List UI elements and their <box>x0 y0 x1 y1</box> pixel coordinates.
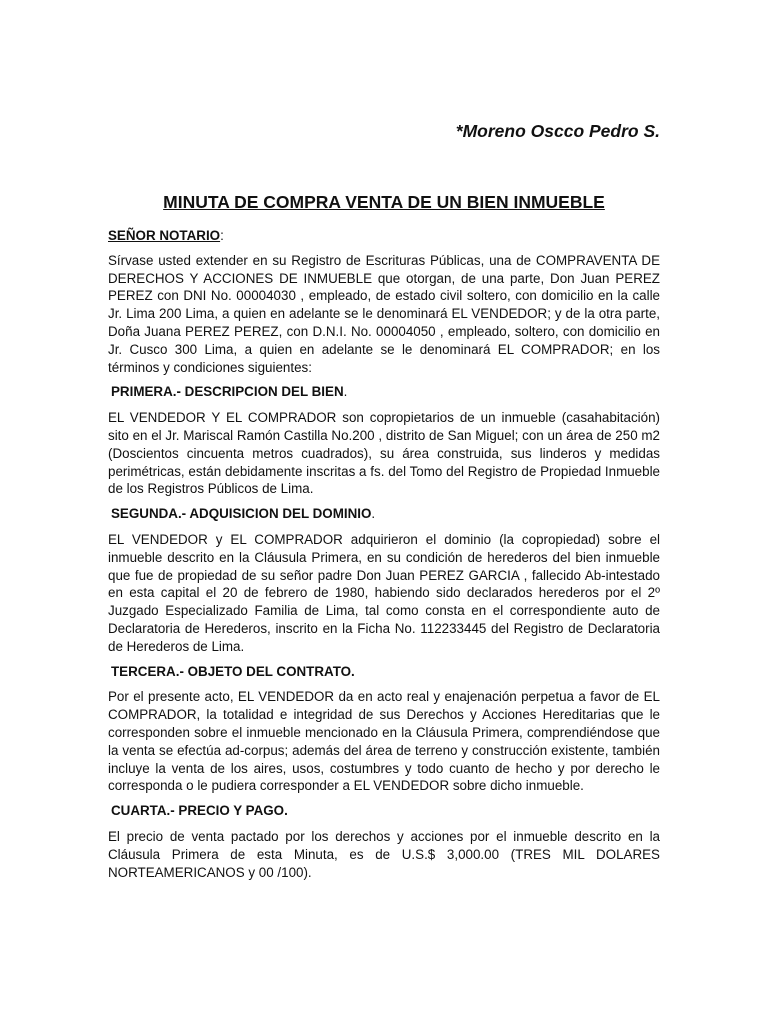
salutation-label: SEÑOR NOTARIO <box>108 228 221 243</box>
clause-heading-suffix: . <box>371 506 376 522</box>
clause-heading-primera <box>108 383 660 401</box>
intro-paragraph: Sírvase usted extender en su Registro de Escrituras Públicas, una de COMPRAVENTA DE DERECHOS Y ACCIONES DE INMUEBLE que otorgan, de una parte, Don Juan PEREZ PEREZ con DNI No. 00004030 , empleado, de estado civil soltero, con domicilio en la calle Jr. Lima 200 Lima, a quien en adelante se le denominará EL VENDEDOR; y de la otra parte, Doña Juana PEREZ PEREZ, con D.N.I. No. 00004050 , empleado, soltero, con domicilio en Jr. Cusco 300 Lima, a quien en adelante se le denominará EL COMPRADOR; en los términos y condiciones siguientes: <box>108 252 660 375</box>
clause-heading-cuarta <box>108 802 660 820</box>
salutation <box>108 227 660 245</box>
salutation-suffix: : <box>220 228 224 243</box>
document-body <box>108 227 660 888</box>
clause-heading-segunda <box>108 505 660 523</box>
clause-heading-text: PRIMERA.- DESCRIPCION DEL BIEN <box>111 384 344 400</box>
clause-body-cuarta: El precio de venta pactado por los derechos y acciones por el inmueble descrito en la Cláusula Primera de esta Minuta, es de U.S.$ 3,000.00 (TRES MIL DOLARES NORTEAMERICANOS y 00 /100). <box>108 828 660 880</box>
clause-heading-text: SEGUNDA.- ADQUISICION DEL DOMINIO <box>111 506 372 522</box>
clause-heading-text: TERCERA.- OBJETO DEL CONTRATO. <box>111 663 355 679</box>
clause-body-segunda: EL VENDEDOR y EL COMPRADOR adquirieron el dominio (la copropiedad) sobre el inmueble descrito en la Cláusula Primera, en su condición de herederos del bien inmueble que fue de propiedad de su señor padre Don Juan PEREZ GARCIA , fallecido Ab-intestado en esta capital el 20 de febrero de 1980, habiendo sido declarados herederos por el 2º Juzgado Especializado Familia de Lima, tal como consta en el correspondiente auto de Declaratoria de Herederos, inscrito en la Ficha No. 112233445 del Registro de Declaratoria de Herederos de Lima. <box>108 531 660 654</box>
clause-body-primera: EL VENDEDOR Y EL COMPRADOR son copropietarios de un inmueble (casahabitación) sito en el Jr. Mariscal Ramón Castilla No.200 , distrito de San Miguel; con un área de 250 m2 (Doscientos cincuenta metros cuadrados), su área construida, sus linderos y medidas perimétricas, están debidamente inscritas a fs. del Tomo del Registro de Propiedad Inmueble de los Registros Públicos de Lima. <box>108 410 660 497</box>
document-title: MINUTA DE COMPRA VENTA DE UN BIEN INMUEBLE <box>163 192 605 212</box>
clause-heading-tercera <box>108 663 660 681</box>
clause-heading-text: CUARTA.- PRECIO Y PAGO. <box>111 803 288 819</box>
clause-body-tercera: Por el presente acto, EL VENDEDOR da en acto real y enajenación perpetua a favor de EL COMPRADOR, la totalidad e integridad de sus Derechos y Acciones Hereditarias que le corresponden sobre el inmueble mencionado en la Cláusula Primera, comprendiéndose que la venta se efectúa ad-corpus; además del área de terreno y construcción existente, también incluye la venta de los aires, usos, costumbres y todo cuanto de hecho y por derecho le corresponda o le pudiera corresponder a EL VENDEDOR sobre dicho inmueble. <box>108 689 660 794</box>
clause-heading-suffix: . <box>343 384 348 400</box>
author-name: *Moreno Oscco Pedro S. <box>455 121 660 141</box>
